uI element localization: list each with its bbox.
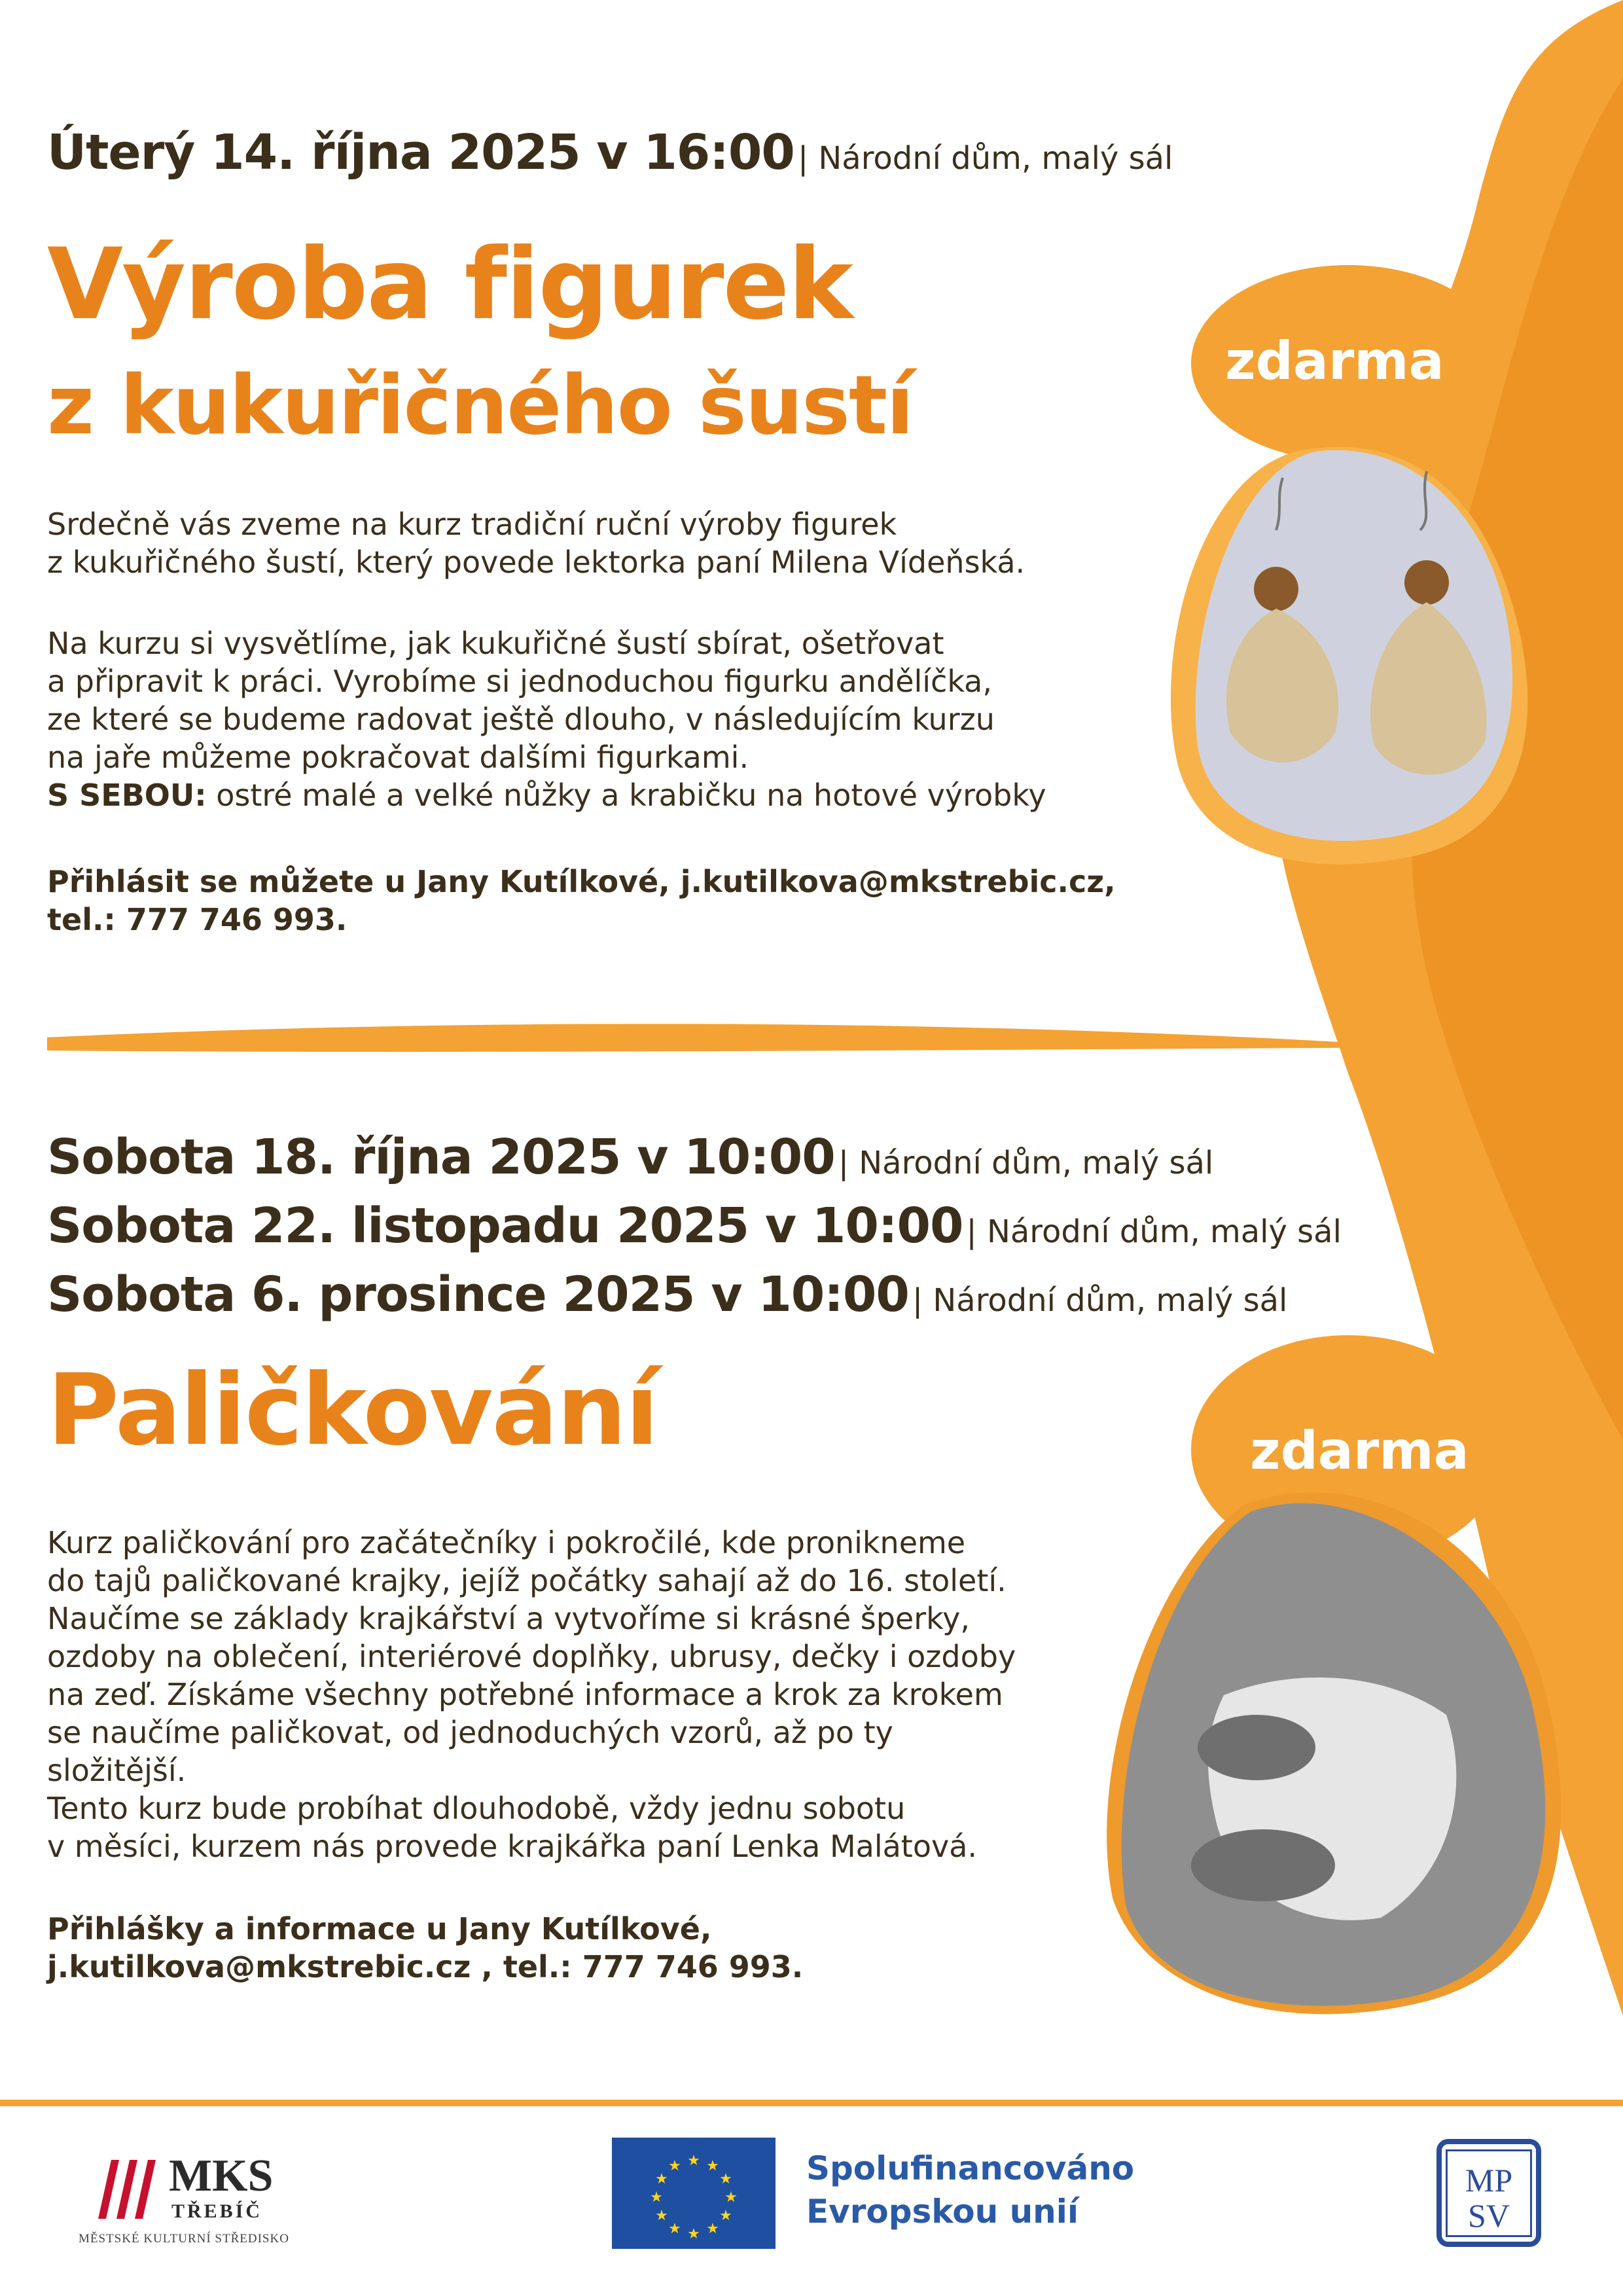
event1-date: Úterý 14. října 2025 v 16:00	[47, 124, 794, 181]
event2-body-line: v měsíci, kurzem nás provede krajkářka paní Lenka Malátová.	[47, 1829, 978, 1864]
mks-wordmark: MKS	[169, 2151, 274, 2201]
event2-body	[47, 1524, 1016, 1865]
mks-logo	[79, 2147, 314, 2251]
mpsv-wordmark: MPSV	[1465, 2162, 1513, 2234]
event1-title-line1: Výroba figurek	[47, 228, 853, 342]
event2-body-line: Naučíme se základy krajkářství a vytvoříme si krásné šperky,	[47, 1601, 970, 1636]
event2-date-line-3	[47, 1266, 1287, 1323]
event2-body-line: do tajů paličkované krajky, jejíž počátky sahají až do 16. století.	[47, 1563, 1007, 1598]
event2-date-line-1	[47, 1129, 1213, 1185]
event2-body-line: na zeď. Získáme všechny potřebné informace a krok za krokem	[47, 1677, 1003, 1712]
event1-intro-line: z kukuřičného šustí, který povede lektorka paní Milena Vídeňská.	[47, 545, 1026, 580]
svg-text:★: ★	[668, 2158, 681, 2174]
event2-body-line: Kurz paličkování pro začátečníky i pokročilé, kde pronikneme	[47, 1525, 966, 1560]
event1-intro	[47, 505, 1025, 581]
event2-title: Paličkování	[47, 1354, 658, 1467]
svg-text:★: ★	[655, 2171, 668, 2187]
event2-date: Sobota 22. listopadu 2025 v 10:00	[47, 1198, 963, 1254]
svg-text:★: ★	[706, 2221, 719, 2237]
event1-body-line: ze které se budeme radovat ještě dlouho, v následujícím kurzu	[47, 702, 995, 737]
event2-free-badge: zdarma	[1250, 1420, 1469, 1481]
svg-text:★: ★	[706, 2158, 719, 2174]
mks-stripes-icon	[92, 2153, 164, 2225]
svg-text:★: ★	[687, 2226, 700, 2242]
event1-contact-line2: tel.: 777 746 993.	[47, 902, 348, 937]
event1-date-line	[47, 124, 1173, 181]
event1-bring-text: ostré malé a velké nůžky a krabičku na hotové výrobky	[206, 778, 1046, 813]
event1-free-badge: zdarma	[1225, 331, 1444, 391]
event1-contact-line1: Přihlásit se můžete u Jany Kutílkové, j.kutilkova@mkstrebic.cz,	[47, 864, 1116, 899]
event2-body-line: Tento kurz bude probíhat dlouhodobě, vždy jednu sobotu	[47, 1791, 906, 1826]
event2-place: | Národní dům, malý sál	[838, 1145, 1214, 1181]
footer-divider	[0, 2100, 1623, 2106]
event1-bring-label: S SEBOU:	[47, 778, 207, 813]
mks-city: TŘEBÍČ	[171, 2200, 263, 2222]
event1-bring-line	[47, 776, 1046, 814]
corn-husk-figurines-photo	[1178, 432, 1531, 864]
event2-contact	[47, 1910, 803, 1986]
event2-body-line: složitější.	[47, 1753, 187, 1788]
bobbin-lace-photo	[1106, 1499, 1564, 2016]
event1-title-line2: z kukuřičného šustí	[47, 359, 913, 453]
event2-place: | Národní dům, malý sál	[912, 1282, 1288, 1319]
mpsv-logo	[1436, 2139, 1541, 2247]
event2-body-line: se naučíme paličkovat, od jednoduchých vzorů, až po ty	[47, 1715, 893, 1750]
event1-body	[47, 624, 1046, 814]
svg-text:★: ★	[724, 2189, 738, 2206]
event1-body-line: na jaře můžeme pokračovat dalšími figurkami.	[47, 740, 749, 775]
event2-body-line: ozdoby na oblečení, interiérové doplňky, ubrusy, dečky i ozdoby	[47, 1639, 1016, 1674]
eu-text-line2: Evropskou unií	[806, 2193, 1079, 2231]
svg-text:★: ★	[650, 2189, 663, 2206]
event1-body-line: a připravit k práci. Vyrobíme si jednoduchou figurku andělíčka,	[47, 664, 992, 699]
svg-text:★: ★	[719, 2208, 732, 2224]
event2-date: Sobota 6. prosince 2025 v 10:00	[47, 1266, 909, 1323]
svg-text:★: ★	[719, 2171, 732, 2187]
eu-cofinanced-text	[806, 2147, 1134, 2233]
event2-date-line-2	[47, 1198, 1342, 1254]
event2-place: | Národní dům, malý sál	[966, 1213, 1342, 1250]
event2-contact-line1: Přihlášky a informace u Jany Kutílkové,	[47, 1911, 712, 1946]
mks-subtitle: MĚSTSKÉ KULTURNÍ STŘEDISKO	[79, 2232, 289, 2246]
event1-body-line: Na kurzu si vysvětlíme, jak kukuřičné šustí sbírat, ošetřovat	[47, 626, 944, 661]
eu-text-line1: Spolufinancováno	[806, 2149, 1135, 2187]
event2-date: Sobota 18. října 2025 v 10:00	[47, 1129, 835, 1185]
event1-intro-line: Srdečně vás zveme na kurz tradiční ruční výroby figurek	[47, 507, 897, 542]
event2-contact-line2: j.kutilkova@mkstrebic.cz , tel.: 777 746 993.	[47, 1949, 804, 1984]
svg-text:★: ★	[655, 2208, 668, 2224]
event1-contact	[47, 863, 1116, 939]
svg-text:★: ★	[687, 2153, 700, 2169]
event1-place: | Národní dům, malý sál	[797, 140, 1173, 177]
svg-text:★: ★	[668, 2221, 681, 2237]
eu-flag-icon	[612, 2138, 776, 2249]
